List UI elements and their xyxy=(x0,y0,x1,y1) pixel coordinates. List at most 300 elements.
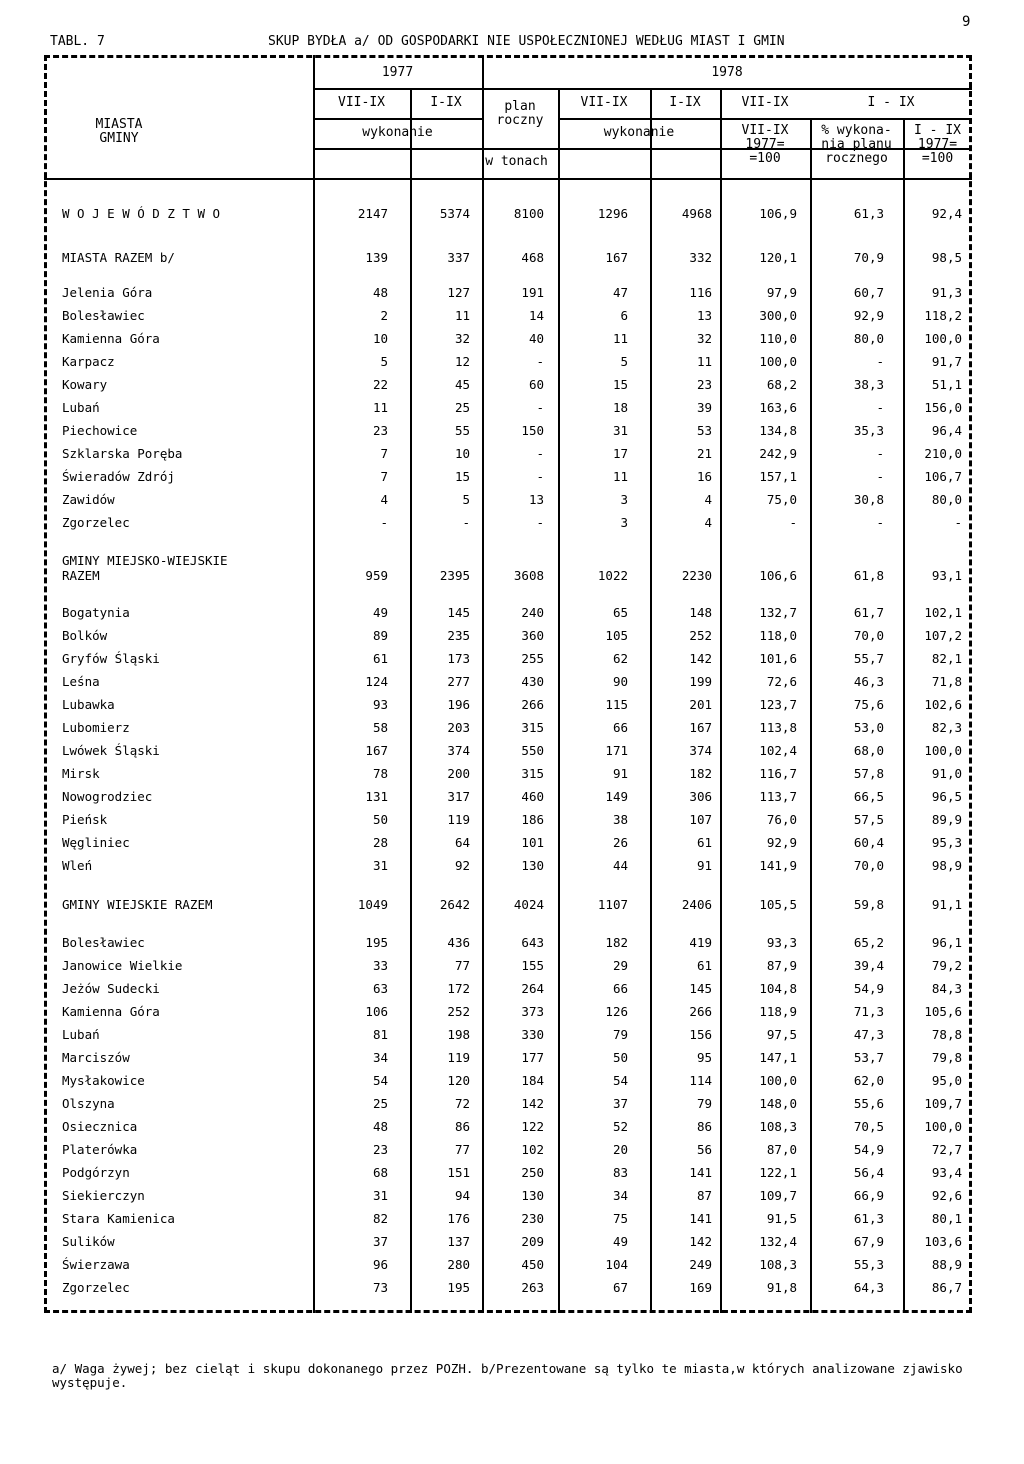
table-cell: 186 xyxy=(521,812,544,827)
table-cell: 123,7 xyxy=(759,697,797,712)
table-cell: 18 xyxy=(612,400,628,415)
row-label: Gryfów Śląski xyxy=(62,651,160,666)
table-cell: 89,9 xyxy=(931,812,962,827)
table-cell: 300,0 xyxy=(759,308,797,323)
table-row xyxy=(0,697,1024,717)
table-cell: 171 xyxy=(605,743,628,758)
table-row xyxy=(0,935,1024,955)
table-cell: 250 xyxy=(521,1165,544,1180)
table-cell: 96,4 xyxy=(931,423,962,438)
table-row xyxy=(0,1142,1024,1162)
table-cell: 29 xyxy=(612,958,628,973)
table-row xyxy=(0,743,1024,763)
table-cell: 72,7 xyxy=(931,1142,962,1157)
row-label: Sulików xyxy=(62,1234,115,1249)
table-cell: 173 xyxy=(447,651,470,666)
table-cell: 80,1 xyxy=(931,1211,962,1226)
row-label: W O J E W Ó D Z T W O xyxy=(62,206,221,221)
table-row xyxy=(0,812,1024,832)
table-cell: 37 xyxy=(372,1234,388,1249)
table-cell: 67 xyxy=(612,1280,628,1295)
table-row xyxy=(0,1211,1024,1231)
table-cell: 31 xyxy=(372,858,388,873)
table-cell: 1107 xyxy=(597,897,628,912)
table-cell: 139 xyxy=(365,250,388,265)
table-cell: 959 xyxy=(365,568,388,583)
table-cell: 1049 xyxy=(357,897,388,912)
row-label: Jelenia Góra xyxy=(62,285,153,300)
table-cell: 47,3 xyxy=(853,1027,884,1042)
table-cell: 130 xyxy=(521,858,544,873)
table-row xyxy=(0,1257,1024,1277)
table-cell: 57,5 xyxy=(853,812,884,827)
table-cell: 106,6 xyxy=(759,568,797,583)
table-cell: 150 xyxy=(521,423,544,438)
table-cell: 65,2 xyxy=(853,935,884,950)
table-cell: 151 xyxy=(447,1165,470,1180)
table-cell: 109,7 xyxy=(924,1096,962,1111)
table-cell: 116 xyxy=(689,285,712,300)
table-cell: 68 xyxy=(372,1165,388,1180)
table-cell: 54 xyxy=(372,1073,388,1088)
table-cell: 78,8 xyxy=(931,1027,962,1042)
table-cell: 266 xyxy=(521,697,544,712)
table-cell: 118,2 xyxy=(924,308,962,323)
table-cell: 109,7 xyxy=(759,1188,797,1203)
table-cell: 96,5 xyxy=(931,789,962,804)
table-cell: 101 xyxy=(521,835,544,850)
row-label: Lubań xyxy=(62,400,100,415)
table-cell: 17 xyxy=(612,446,628,461)
table-cell: 11 xyxy=(372,400,388,415)
table-cell: 77 xyxy=(454,958,470,973)
table-cell: 91,5 xyxy=(766,1211,797,1226)
row-label: Lubań xyxy=(62,1027,100,1042)
table-cell: 118,9 xyxy=(759,1004,797,1019)
table-cell: 460 xyxy=(521,789,544,804)
table-cell: 60,4 xyxy=(853,835,884,850)
table-cell: 450 xyxy=(521,1257,544,1272)
table-cell: 252 xyxy=(689,628,712,643)
table-cell: 92,9 xyxy=(853,308,884,323)
table-cell: 148 xyxy=(689,605,712,620)
table-cell: 70,9 xyxy=(853,250,884,265)
header-rule xyxy=(313,118,410,120)
col-plan-label: plan xyxy=(504,99,536,114)
table-cell: - xyxy=(876,400,884,415)
table-cell: 315 xyxy=(521,720,544,735)
table-cell: 115 xyxy=(605,697,628,712)
table-cell: 62 xyxy=(612,651,628,666)
table-cell: 61,3 xyxy=(853,1211,884,1226)
table-row xyxy=(0,1119,1024,1139)
table-cell: 195 xyxy=(447,1280,470,1295)
table-cell: 91 xyxy=(696,858,712,873)
table-cell: 95,0 xyxy=(931,1073,962,1088)
table-title: SKUP BYDŁA a/ OD GOSPODARKI NIE USPOŁECZNIONEJ WEDŁUG MIAST I GMIN xyxy=(268,34,785,49)
table-cell: 141,9 xyxy=(759,858,797,873)
table-cell: 40 xyxy=(528,331,544,346)
table-cell: 33 xyxy=(372,958,388,973)
table-cell: 82 xyxy=(372,1211,388,1226)
table-cell: 53,0 xyxy=(853,720,884,735)
header-rule xyxy=(558,118,720,120)
table-cell: 86,7 xyxy=(931,1280,962,1295)
header-rule xyxy=(313,88,972,90)
table-cell: 191 xyxy=(521,285,544,300)
table-cell: 315 xyxy=(521,766,544,781)
table-cell: 198 xyxy=(447,1027,470,1042)
row-label: Podgórzyn xyxy=(62,1165,130,1180)
pct-line: rocznego xyxy=(825,151,888,166)
table-cell: 91,1 xyxy=(931,897,962,912)
table-cell: 126 xyxy=(605,1004,628,1019)
table-cell: 131 xyxy=(365,789,388,804)
table-cell: 76,0 xyxy=(766,812,797,827)
table-row xyxy=(0,400,1024,420)
table-cell: 55 xyxy=(454,423,470,438)
table-cell: 105 xyxy=(605,628,628,643)
table-cell: 75,0 xyxy=(766,492,797,507)
table-row xyxy=(0,331,1024,351)
table-cell: 91 xyxy=(612,766,628,781)
table-cell: 56 xyxy=(696,1142,712,1157)
table-cell: 87,9 xyxy=(766,958,797,973)
table-cell: 266 xyxy=(689,1004,712,1019)
table-row xyxy=(0,285,1024,305)
row-label: Bolków xyxy=(62,628,108,643)
row-label: Bogatynia xyxy=(62,605,130,620)
row-label: Świerzawa xyxy=(62,1257,130,1272)
table-cell: 91,7 xyxy=(931,354,962,369)
table-cell: 66,9 xyxy=(853,1188,884,1203)
table-cell: 79 xyxy=(696,1096,712,1111)
table-cell: - xyxy=(536,446,544,461)
table-cell: 249 xyxy=(689,1257,712,1272)
table-cell: 2147 xyxy=(357,206,388,221)
table-cell: 148,0 xyxy=(759,1096,797,1111)
table-cell: 50 xyxy=(612,1050,628,1065)
table-cell: 106,9 xyxy=(759,206,797,221)
table-cell: 100,0 xyxy=(759,1073,797,1088)
table-cell: 101,6 xyxy=(759,651,797,666)
row-label: Bolesławiec xyxy=(62,935,145,950)
table-cell: 95 xyxy=(696,1050,712,1065)
row-label: Mirsk xyxy=(62,766,100,781)
wykonanie-77: wykonanie xyxy=(362,125,433,140)
table-row xyxy=(0,354,1024,374)
table-cell: 113,8 xyxy=(759,720,797,735)
table-cell: 102,1 xyxy=(924,605,962,620)
table-row xyxy=(0,1280,1024,1300)
table-cell: 137 xyxy=(447,1234,470,1249)
row-label: Olszyna xyxy=(62,1096,115,1111)
header-rule xyxy=(410,118,482,120)
stub-header xyxy=(44,118,194,146)
idx-line: I - IX xyxy=(914,123,961,138)
table-cell: 242,9 xyxy=(759,446,797,461)
table-cell: 7 xyxy=(380,446,388,461)
table-cell: 468 xyxy=(521,250,544,265)
table-cell: 132,7 xyxy=(759,605,797,620)
row-label: Karpacz xyxy=(62,354,115,369)
table-cell: 2230 xyxy=(681,568,712,583)
table-cell: 107 xyxy=(689,812,712,827)
table-cell: 4 xyxy=(380,492,388,507)
table-cell: 114 xyxy=(689,1073,712,1088)
table-cell: 79,8 xyxy=(931,1050,962,1065)
table-cell: 77 xyxy=(454,1142,470,1157)
table-cell: 11 xyxy=(696,354,712,369)
table-row xyxy=(0,250,1024,270)
table-cell: 419 xyxy=(689,935,712,950)
table-cell: 48 xyxy=(372,285,388,300)
row-label: Osiecznica xyxy=(62,1119,138,1134)
row-label: Piechowice xyxy=(62,423,138,438)
table-cell: 75 xyxy=(612,1211,628,1226)
table-row xyxy=(0,958,1024,978)
table-cell: 107,2 xyxy=(924,628,962,643)
table-cell: 195 xyxy=(365,935,388,950)
stub-header-line: MIASTA xyxy=(95,117,143,132)
table-cell: - xyxy=(876,446,884,461)
table-cell: 7 xyxy=(380,469,388,484)
table-cell: 55,6 xyxy=(853,1096,884,1111)
table-cell: 116,7 xyxy=(759,766,797,781)
table-cell: 149 xyxy=(605,789,628,804)
row-label: GMINY WIEJSKIE RAZEM xyxy=(62,897,213,912)
table-cell: 87,0 xyxy=(766,1142,797,1157)
table-cell: 75,6 xyxy=(853,697,884,712)
table-cell: 141 xyxy=(689,1211,712,1226)
table-cell: 119 xyxy=(447,1050,470,1065)
table-cell: 51,1 xyxy=(931,377,962,392)
table-cell: 79,2 xyxy=(931,958,962,973)
row-label: Pieńsk xyxy=(62,812,108,827)
table-cell: 263 xyxy=(521,1280,544,1295)
table-cell: 81 xyxy=(372,1027,388,1042)
table-cell: 141 xyxy=(689,1165,712,1180)
table-cell: 23 xyxy=(696,377,712,392)
table-cell: 60,7 xyxy=(853,285,884,300)
table-cell: 100,0 xyxy=(759,354,797,369)
table-cell: 147,1 xyxy=(759,1050,797,1065)
table-cell: 61 xyxy=(696,835,712,850)
header-rule xyxy=(44,178,972,180)
row-label: Kamienna Góra xyxy=(62,331,160,346)
table-row xyxy=(0,1050,1024,1070)
table-cell: 108,3 xyxy=(759,1257,797,1272)
table-cell: 169 xyxy=(689,1280,712,1295)
table-cell: 106,7 xyxy=(924,469,962,484)
table-row xyxy=(0,835,1024,855)
table-cell: 643 xyxy=(521,935,544,950)
table-cell: 66,5 xyxy=(853,789,884,804)
table-cell: 96,1 xyxy=(931,935,962,950)
table-cell: 70,0 xyxy=(853,628,884,643)
table-cell: 3 xyxy=(620,492,628,507)
table-cell: 100,0 xyxy=(924,743,962,758)
table-cell: 92 xyxy=(454,858,470,873)
table-cell: 39,4 xyxy=(853,958,884,973)
table-cell: 177 xyxy=(521,1050,544,1065)
table-cell: 4 xyxy=(704,515,712,530)
table-row xyxy=(0,206,1024,226)
idx-line: 1977= xyxy=(745,137,785,152)
table-row xyxy=(0,981,1024,1001)
table-cell: 56,4 xyxy=(853,1165,884,1180)
pct-line: % wykona- xyxy=(821,123,892,138)
row-label: Marciszów xyxy=(62,1050,130,1065)
table-cell: 80,0 xyxy=(853,331,884,346)
row-label: MIASTA RAZEM b/ xyxy=(62,250,175,265)
table-cell: 38,3 xyxy=(853,377,884,392)
table-cell: 163,6 xyxy=(759,400,797,415)
table-cell: 264 xyxy=(521,981,544,996)
table-cell: 28 xyxy=(372,835,388,850)
table-cell: - xyxy=(954,515,962,530)
row-label: Janowice Wielkie xyxy=(62,958,183,973)
table-cell: 92,9 xyxy=(766,835,797,850)
table-cell: 209 xyxy=(521,1234,544,1249)
table-cell: 104,8 xyxy=(759,981,797,996)
table-cell: - xyxy=(536,469,544,484)
row-label: Leśna xyxy=(62,674,100,689)
table-cell: 184 xyxy=(521,1073,544,1088)
table-cell: 68,2 xyxy=(766,377,797,392)
table-cell: 62,0 xyxy=(853,1073,884,1088)
table-cell: 105,5 xyxy=(759,897,797,912)
table-cell: - xyxy=(536,400,544,415)
table-cell: 32 xyxy=(696,331,712,346)
table-cell: 124 xyxy=(365,674,388,689)
table-cell: 47 xyxy=(612,285,628,300)
table-cell: 113,7 xyxy=(759,789,797,804)
table-cell: 105,6 xyxy=(924,1004,962,1019)
table-cell: - xyxy=(462,515,470,530)
row-label: Nowogrodziec xyxy=(62,789,153,804)
table-cell: 57,8 xyxy=(853,766,884,781)
table-cell: 306 xyxy=(689,789,712,804)
table-cell: 61 xyxy=(696,958,712,973)
col-vii-ix-78: VII-IX xyxy=(580,95,628,110)
table-cell: 11 xyxy=(454,308,470,323)
table-label: TABL. 7 xyxy=(50,34,105,49)
table-cell: 5374 xyxy=(439,206,470,221)
table-cell: 3 xyxy=(620,515,628,530)
table-cell: 172 xyxy=(447,981,470,996)
table-cell: 54 xyxy=(612,1073,628,1088)
table-cell: 255 xyxy=(521,651,544,666)
table-cell: - xyxy=(876,469,884,484)
table-cell: 61,7 xyxy=(853,605,884,620)
table-cell: 37 xyxy=(612,1096,628,1111)
table-cell: 210,0 xyxy=(924,446,962,461)
table-cell: 2406 xyxy=(681,897,712,912)
table-cell: 45 xyxy=(454,377,470,392)
table-cell: 83 xyxy=(612,1165,628,1180)
idx-vii-ix-header xyxy=(720,124,810,166)
table-cell: 71,3 xyxy=(853,1004,884,1019)
table-cell: 53 xyxy=(696,423,712,438)
table-cell: 25 xyxy=(454,400,470,415)
table-cell: 61 xyxy=(372,651,388,666)
row-label: Świeradów Zdrój xyxy=(62,469,175,484)
table-cell: 374 xyxy=(689,743,712,758)
table-cell: 97,5 xyxy=(766,1027,797,1042)
table-cell: 66 xyxy=(612,981,628,996)
table-cell: 108,3 xyxy=(759,1119,797,1134)
table-cell: 110,0 xyxy=(759,331,797,346)
table-cell: 92,4 xyxy=(931,206,962,221)
table-cell: 15 xyxy=(454,469,470,484)
table-cell: 16 xyxy=(696,469,712,484)
table-cell: 93,4 xyxy=(931,1165,962,1180)
table-cell: 61,3 xyxy=(853,206,884,221)
table-cell: 550 xyxy=(521,743,544,758)
table-cell: 201 xyxy=(689,697,712,712)
table-cell: 89 xyxy=(372,628,388,643)
row-label: Zgorzelec xyxy=(62,515,130,530)
row-label: Platerówka xyxy=(62,1142,138,1157)
table-cell: 31 xyxy=(612,423,628,438)
table-cell: 122,1 xyxy=(759,1165,797,1180)
table-cell: 157,1 xyxy=(759,469,797,484)
table-cell: 145 xyxy=(689,981,712,996)
table-row xyxy=(0,1096,1024,1116)
table-row xyxy=(0,766,1024,786)
year-1978: 1978 xyxy=(711,65,743,80)
idx-i-ix-header xyxy=(903,124,972,166)
table-cell: 182 xyxy=(605,935,628,950)
table-row xyxy=(0,377,1024,397)
table-cell: 23 xyxy=(372,423,388,438)
table-cell: 98,5 xyxy=(931,250,962,265)
col-i-ix-78: I-IX xyxy=(669,95,701,110)
table-cell: 48 xyxy=(372,1119,388,1134)
table-cell: 94 xyxy=(454,1188,470,1203)
row-label: Zawidów xyxy=(62,492,115,507)
table-cell: - xyxy=(789,515,797,530)
table-cell: 53,7 xyxy=(853,1050,884,1065)
table-row xyxy=(0,720,1024,740)
table-cell: 49 xyxy=(612,1234,628,1249)
table-row xyxy=(0,858,1024,878)
table-cell: 13 xyxy=(528,492,544,507)
unit-label: w tonach xyxy=(485,154,548,169)
table-cell: 61,8 xyxy=(853,568,884,583)
table-cell: 100,0 xyxy=(924,331,962,346)
table-cell: 4 xyxy=(704,492,712,507)
table-cell: 10 xyxy=(454,446,470,461)
table-cell: 118,0 xyxy=(759,628,797,643)
table-cell: 102,6 xyxy=(924,697,962,712)
table-cell: 240 xyxy=(521,605,544,620)
table-cell: 317 xyxy=(447,789,470,804)
table-cell: 87 xyxy=(696,1188,712,1203)
table-cell: 98,9 xyxy=(931,858,962,873)
row-label: Wleń xyxy=(62,858,93,873)
table-cell: 71,8 xyxy=(931,674,962,689)
row-label: Mysłakowice xyxy=(62,1073,145,1088)
page-number: 9 xyxy=(962,14,971,30)
table-cell: 88,9 xyxy=(931,1257,962,1272)
row-label: Siekierczyn xyxy=(62,1188,145,1203)
table-cell: - xyxy=(536,354,544,369)
row-label: Kamienna Góra xyxy=(62,1004,160,1019)
table-row xyxy=(0,1073,1024,1093)
table-cell: 38 xyxy=(612,812,628,827)
